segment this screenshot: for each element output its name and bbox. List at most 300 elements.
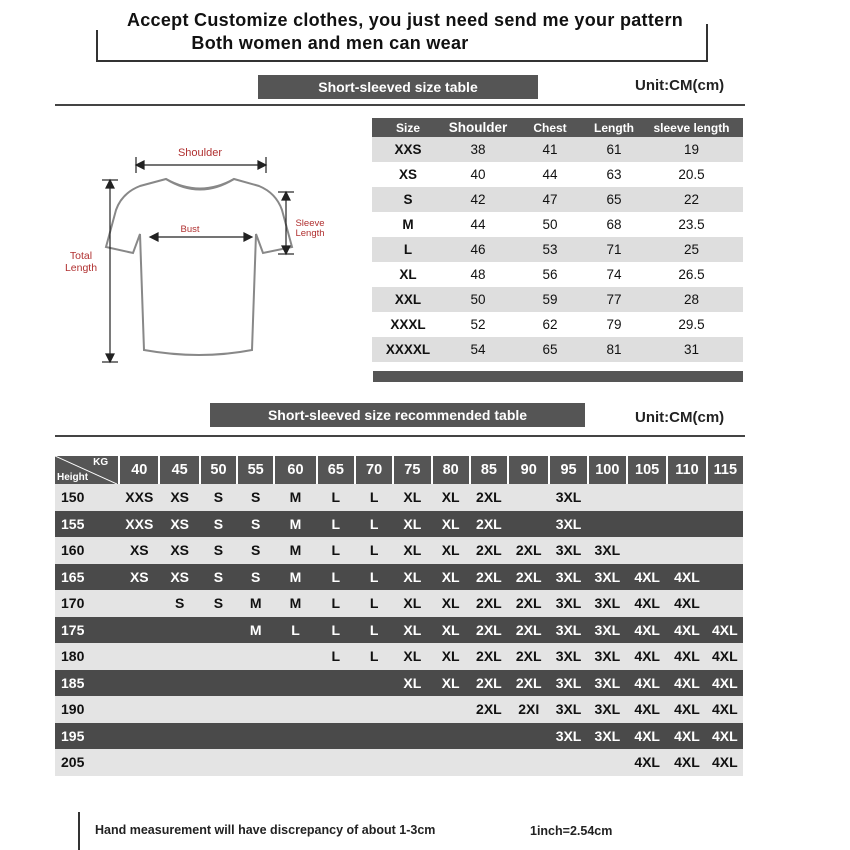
- rec-size-cell: [237, 723, 274, 750]
- size-cell-size: XXS: [372, 137, 444, 162]
- rec-size-cell: [159, 643, 199, 670]
- rec-size-cell: 3XL: [549, 617, 587, 644]
- rec-size-cell: XL: [393, 537, 431, 564]
- rec-size-cell: [508, 723, 549, 750]
- rec-size-cell: [237, 670, 274, 697]
- rec-weight-header: 65: [317, 456, 355, 484]
- rec-size-cell: [707, 537, 743, 564]
- rec-size-cell: L: [317, 484, 355, 511]
- rec-height-cell: 170: [55, 590, 119, 617]
- rec-size-cell: [627, 484, 667, 511]
- rec-table-row: [55, 723, 743, 750]
- rec-height-cell: 165: [55, 564, 119, 591]
- rec-weight-header: 70: [355, 456, 393, 484]
- rec-size-cell: XS: [119, 537, 159, 564]
- rec-size-cell: 4XL: [627, 617, 667, 644]
- rec-size-cell: L: [274, 617, 316, 644]
- rec-size-cell: [237, 696, 274, 723]
- rec-size-cell: [200, 696, 237, 723]
- rec-size-cell: 3XL: [588, 537, 627, 564]
- rec-size-cell: XS: [159, 511, 199, 538]
- rec-size-cell: M: [274, 537, 316, 564]
- size-cell-size: S: [372, 187, 444, 212]
- rec-size-cell: L: [317, 511, 355, 538]
- size-cell-value: 38: [444, 137, 512, 162]
- rec-size-cell: [274, 749, 316, 776]
- size-cell-value: 44: [470, 217, 486, 232]
- rec-size-cell: [274, 696, 316, 723]
- rec-size-cell: S: [200, 484, 237, 511]
- rec-size-cell: [432, 696, 470, 723]
- size-cell-value: 46: [444, 237, 512, 262]
- size-cell-size: XS: [398, 167, 417, 182]
- size-cell-value: 19: [640, 137, 743, 162]
- size-cell-value: 50: [542, 217, 558, 232]
- rec-size-cell: 3XL: [549, 670, 587, 697]
- rec-size-cell: [393, 749, 431, 776]
- size-cell-size: XL: [399, 267, 417, 282]
- rec-size-cell: M: [237, 617, 274, 644]
- header-title: Accept Customize clothes, you just need send me your pattern: [126, 10, 684, 30]
- rec-table-row: [55, 749, 743, 776]
- rec-size-cell: 3XL: [549, 696, 587, 723]
- rec-size-cell: [393, 696, 431, 723]
- rec-size-cell: [707, 484, 743, 511]
- size-table-header: [372, 118, 743, 137]
- rec-size-cell: S: [200, 564, 237, 591]
- size-table-row: [372, 212, 743, 237]
- rec-size-cell: 2XL: [470, 643, 508, 670]
- rec-size-cell: [707, 511, 743, 538]
- rec-size-cell: 2XI: [508, 696, 549, 723]
- rec-weight-header: 115: [707, 456, 743, 484]
- rec-size-cell: XL: [393, 590, 431, 617]
- rec-size-cell: 4XL: [667, 643, 706, 670]
- rec-size-cell: XS: [119, 564, 159, 591]
- rec-height-cell: 160: [55, 537, 119, 564]
- tshirt-outline: [106, 179, 292, 355]
- size-table-row: [372, 312, 743, 337]
- rec-size-cell: 4XL: [627, 749, 667, 776]
- rec-size-cell: [274, 670, 316, 697]
- corner-kg-label: KG: [93, 457, 109, 468]
- rec-size-cell: XL: [432, 670, 470, 697]
- rec-size-cell: [508, 749, 549, 776]
- rec-section-divider: [55, 435, 745, 437]
- rec-size-cell: 3XL: [549, 590, 587, 617]
- rec-size-cell: 3XL: [588, 643, 627, 670]
- rec-size-cell: L: [355, 564, 393, 591]
- rec-weight-header: 80: [432, 456, 470, 484]
- rec-size-cell: [432, 723, 470, 750]
- rec-size-cell: L: [317, 590, 355, 617]
- size-cell-value: 20.5: [678, 167, 705, 182]
- rec-size-cell: 4XL: [627, 723, 667, 750]
- rec-size-cell: XS: [159, 537, 199, 564]
- rec-table-header: [55, 456, 743, 484]
- rec-weight-header: 75: [393, 456, 431, 484]
- rec-weight-header: 95: [549, 456, 587, 484]
- size-cell-size: L: [372, 237, 444, 262]
- size-cell-value: 47: [512, 187, 588, 212]
- rec-size-cell: [317, 723, 355, 750]
- rec-size-cell: [470, 749, 508, 776]
- rec-size-cell: L: [355, 537, 393, 564]
- rec-size-cell: 2XL: [508, 643, 549, 670]
- header-bracket-bottom: [96, 60, 708, 62]
- rec-weight-header: 40: [119, 456, 159, 484]
- size-cell-value: 25: [640, 237, 743, 262]
- size-cell-value: 71: [588, 237, 640, 262]
- size-header-chest: Chest: [512, 118, 588, 137]
- rec-table-row: [55, 484, 743, 511]
- rec-height-cell: 150: [55, 484, 119, 511]
- rec-size-cell: 3XL: [549, 643, 587, 670]
- total-length-label-line2: Length: [64, 262, 98, 274]
- rec-size-cell: 3XL: [588, 723, 627, 750]
- rec-size-cell: 3XL: [549, 511, 587, 538]
- rec-size-cell: [119, 749, 159, 776]
- rec-size-cell: S: [200, 590, 237, 617]
- rec-section-title: Short-sleeved size recommended table: [210, 403, 585, 427]
- size-cell-value: 44: [542, 167, 558, 182]
- rec-size-cell: 2XL: [508, 537, 549, 564]
- rec-size-cell: [588, 484, 627, 511]
- rec-size-cell: [200, 670, 237, 697]
- rec-size-cell: XL: [393, 511, 431, 538]
- rec-size-cell: XL: [393, 643, 431, 670]
- size-cell-value: 40: [470, 167, 486, 182]
- rec-size-cell: XL: [432, 537, 470, 564]
- size-table-row: [372, 137, 743, 162]
- rec-weight-header: 110: [667, 456, 706, 484]
- rec-weight-header: 50: [200, 456, 237, 484]
- rec-size-cell: 4XL: [707, 749, 743, 776]
- rec-size-cell: 2XL: [508, 564, 549, 591]
- rec-size-cell: L: [317, 537, 355, 564]
- size-cell-value: 22: [640, 187, 743, 212]
- rec-table-row: [55, 590, 743, 617]
- rec-size-cell: [274, 643, 316, 670]
- rec-size-cell: [627, 537, 667, 564]
- rec-size-cell: [355, 723, 393, 750]
- rec-size-cell: L: [317, 643, 355, 670]
- rec-size-cell: 2XL: [470, 696, 508, 723]
- rec-height-cell: 155: [55, 511, 119, 538]
- rec-size-cell: L: [355, 590, 393, 617]
- rec-size-cell: [237, 643, 274, 670]
- rec-size-cell: 4XL: [627, 564, 667, 591]
- rec-size-cell: [588, 749, 627, 776]
- rec-size-cell: L: [355, 511, 393, 538]
- rec-size-cell: [588, 511, 627, 538]
- size-table-row: [372, 162, 743, 187]
- tshirt-diagram: [60, 140, 370, 380]
- size-cell-value: 61: [588, 137, 640, 162]
- rec-size-cell: 2XL: [470, 617, 508, 644]
- size-section-divider: [55, 104, 745, 106]
- rec-height-cell: 175: [55, 617, 119, 644]
- size-cell-size: XXXL: [390, 317, 426, 332]
- footer-vertical-line: [78, 812, 80, 850]
- rec-size-cell: 3XL: [588, 670, 627, 697]
- total-length-arrow: [102, 180, 118, 362]
- size-cell-value: 77: [588, 287, 640, 312]
- rec-size-cell: [200, 723, 237, 750]
- rec-size-cell: 3XL: [588, 590, 627, 617]
- rec-weight-header: 55: [237, 456, 274, 484]
- rec-size-cell: 4XL: [667, 696, 706, 723]
- size-cell-value: 48: [470, 267, 486, 282]
- rec-size-cell: 4XL: [627, 590, 667, 617]
- rec-size-cell: [159, 749, 199, 776]
- rec-height-cell: 195: [55, 723, 119, 750]
- rec-size-cell: 4XL: [667, 617, 706, 644]
- size-cell-size: XXL: [372, 287, 444, 312]
- rec-table-row: [55, 696, 743, 723]
- rec-table-row: [55, 643, 743, 670]
- rec-section-unit: Unit:CM(cm): [635, 409, 725, 426]
- rec-size-cell: XL: [432, 590, 470, 617]
- rec-size-cell: 2XL: [470, 484, 508, 511]
- size-table: [372, 118, 743, 362]
- footer-note: Hand measurement will have discrepancy of about 1-3cm: [95, 823, 436, 837]
- rec-size-cell: [159, 723, 199, 750]
- size-cell-value: 41: [512, 137, 588, 162]
- size-cell-value: 59: [512, 287, 588, 312]
- size-table-row: [372, 287, 743, 312]
- size-table-row: [372, 337, 743, 362]
- size-cell-value: 65: [512, 337, 588, 362]
- rec-table: [55, 456, 743, 776]
- sleeve-label-line1: Sleeve: [295, 218, 325, 229]
- size-cell-value: 56: [542, 267, 558, 282]
- rec-size-cell: L: [355, 484, 393, 511]
- rec-size-cell: 4XL: [707, 617, 743, 644]
- rec-size-cell: XL: [393, 484, 431, 511]
- rec-size-cell: [119, 617, 159, 644]
- rec-size-cell: S: [159, 590, 199, 617]
- rec-table-row: [55, 670, 743, 697]
- size-cell-value: 31: [640, 337, 743, 362]
- rec-size-cell: S: [237, 564, 274, 591]
- rec-size-cell: 4XL: [707, 723, 743, 750]
- rec-size-cell: [237, 749, 274, 776]
- rec-size-cell: S: [237, 511, 274, 538]
- rec-size-cell: [317, 749, 355, 776]
- rec-table-row: [55, 511, 743, 538]
- size-cell-value: 54: [444, 337, 512, 362]
- size-section-title: Short-sleeved size table: [258, 75, 538, 99]
- rec-weight-header: 85: [470, 456, 508, 484]
- rec-size-cell: 4XL: [707, 696, 743, 723]
- size-cell-value: 52: [470, 317, 486, 332]
- size-header-shoulder: Shoulder: [444, 118, 512, 137]
- rec-size-cell: [549, 749, 587, 776]
- rec-size-cell: 4XL: [667, 590, 706, 617]
- size-cell-value: 53: [512, 237, 588, 262]
- rec-size-cell: 4XL: [627, 643, 667, 670]
- size-cell-value: 62: [542, 317, 558, 332]
- size-cell-value: 68: [606, 217, 622, 232]
- size-header-size: Size: [372, 118, 444, 137]
- rec-table-row: [55, 537, 743, 564]
- rec-size-cell: [200, 617, 237, 644]
- rec-weight-header: 105: [627, 456, 667, 484]
- rec-table-row: [55, 617, 743, 644]
- rec-size-cell: S: [200, 511, 237, 538]
- rec-size-cell: [355, 696, 393, 723]
- bust-label: Bust: [180, 224, 200, 235]
- rec-weight-header: 90: [508, 456, 549, 484]
- rec-weight-header: 60: [274, 456, 316, 484]
- footer-conversion: 1inch=2.54cm: [530, 824, 613, 838]
- rec-size-cell: XL: [432, 564, 470, 591]
- rec-size-cell: [119, 590, 159, 617]
- rec-size-cell: M: [274, 484, 316, 511]
- rec-size-cell: M: [237, 590, 274, 617]
- header-subtitle: Both women and men can wear: [191, 33, 469, 53]
- size-cell-value: 81: [588, 337, 640, 362]
- rec-size-cell: 2XL: [508, 670, 549, 697]
- size-header-sleeve: sleeve length: [640, 118, 743, 137]
- size-cell-value: 74: [606, 267, 622, 282]
- size-cell-value: 65: [588, 187, 640, 212]
- rec-height-cell: 180: [55, 643, 119, 670]
- rec-size-cell: 4XL: [667, 723, 706, 750]
- rec-size-cell: L: [317, 564, 355, 591]
- header-bracket-right: [706, 24, 708, 62]
- rec-size-cell: 3XL: [588, 564, 627, 591]
- rec-weight-header: 45: [159, 456, 199, 484]
- rec-size-cell: [707, 590, 743, 617]
- rec-size-cell: XL: [393, 617, 431, 644]
- rec-size-cell: 3XL: [549, 564, 587, 591]
- sleeve-label-line2: Length: [295, 228, 325, 239]
- rec-size-cell: [707, 564, 743, 591]
- rec-size-cell: 3XL: [549, 484, 587, 511]
- rec-size-cell: M: [274, 590, 316, 617]
- rec-size-cell: [627, 511, 667, 538]
- rec-size-cell: XXS: [119, 484, 159, 511]
- size-cell-value: 42: [444, 187, 512, 212]
- rec-size-cell: [393, 723, 431, 750]
- rec-size-cell: XL: [432, 643, 470, 670]
- rec-size-cell: S: [237, 484, 274, 511]
- rec-corner-cell: [55, 456, 119, 484]
- rec-height-cell: 185: [55, 670, 119, 697]
- rec-size-cell: [508, 511, 549, 538]
- rec-size-cell: XL: [432, 511, 470, 538]
- size-table-row: [372, 262, 743, 287]
- size-cell-size: XXXXL: [372, 337, 444, 362]
- rec-size-cell: 2XL: [470, 670, 508, 697]
- rec-size-cell: [159, 617, 199, 644]
- rec-size-cell: XL: [432, 484, 470, 511]
- rec-size-cell: XL: [393, 670, 431, 697]
- size-header-length: Length: [588, 118, 640, 137]
- rec-size-cell: S: [237, 537, 274, 564]
- rec-height-cell: 205: [55, 749, 119, 776]
- rec-size-cell: 2XL: [508, 617, 549, 644]
- rec-size-cell: 3XL: [549, 723, 587, 750]
- rec-size-cell: [432, 749, 470, 776]
- header-bracket-left: [96, 30, 98, 62]
- size-cell-value: 29.5: [678, 317, 705, 332]
- size-section-unit: Unit:CM(cm): [635, 77, 725, 94]
- rec-size-cell: XXS: [119, 511, 159, 538]
- rec-size-cell: L: [355, 617, 393, 644]
- rec-size-cell: 2XL: [508, 590, 549, 617]
- total-length-label-line1: Total: [69, 250, 93, 262]
- rec-size-cell: M: [274, 511, 316, 538]
- rec-size-cell: [667, 511, 706, 538]
- size-cell-size: M: [402, 217, 414, 232]
- size-table-footer-bar: [373, 371, 743, 382]
- rec-size-cell: 4XL: [707, 670, 743, 697]
- rec-table-row: [55, 564, 743, 591]
- size-cell-value: 50: [444, 287, 512, 312]
- rec-size-cell: 2XL: [470, 564, 508, 591]
- rec-size-cell: 3XL: [588, 617, 627, 644]
- rec-size-cell: [200, 643, 237, 670]
- rec-size-cell: XL: [393, 564, 431, 591]
- rec-size-cell: [667, 484, 706, 511]
- rec-size-cell: 4XL: [667, 749, 706, 776]
- shoulder-arrow: [136, 157, 266, 173]
- rec-height-cell: 190: [55, 696, 119, 723]
- rec-size-cell: [200, 749, 237, 776]
- rec-size-cell: M: [274, 564, 316, 591]
- rec-size-cell: XL: [432, 617, 470, 644]
- rec-size-cell: [470, 723, 508, 750]
- rec-size-cell: 3XL: [549, 537, 587, 564]
- corner-height-label: Height: [57, 472, 89, 483]
- rec-size-cell: [355, 670, 393, 697]
- size-cell-value: 79: [606, 317, 622, 332]
- rec-size-cell: [667, 537, 706, 564]
- rec-size-cell: L: [355, 643, 393, 670]
- rec-size-cell: 2XL: [470, 537, 508, 564]
- size-cell-value: 23.5: [678, 217, 705, 232]
- rec-size-cell: [317, 696, 355, 723]
- size-cell-value: 28: [640, 287, 743, 312]
- rec-size-cell: 4XL: [667, 670, 706, 697]
- shoulder-label: Shoulder: [177, 147, 223, 159]
- rec-size-cell: 2XL: [470, 590, 508, 617]
- rec-size-cell: S: [200, 537, 237, 564]
- rec-size-cell: [355, 749, 393, 776]
- rec-size-cell: 2XL: [470, 511, 508, 538]
- rec-size-cell: 4XL: [667, 564, 706, 591]
- rec-size-cell: XS: [159, 564, 199, 591]
- rec-weight-header: 100: [588, 456, 627, 484]
- rec-size-cell: [159, 670, 199, 697]
- rec-size-cell: 4XL: [707, 643, 743, 670]
- rec-size-cell: 4XL: [627, 670, 667, 697]
- rec-size-cell: [119, 696, 159, 723]
- size-table-row: [372, 187, 743, 212]
- rec-size-cell: [119, 670, 159, 697]
- rec-size-cell: [119, 723, 159, 750]
- rec-size-cell: XS: [159, 484, 199, 511]
- size-cell-value: 63: [606, 167, 622, 182]
- rec-size-cell: 4XL: [627, 696, 667, 723]
- rec-size-cell: [119, 643, 159, 670]
- rec-size-cell: [317, 670, 355, 697]
- rec-size-cell: [159, 696, 199, 723]
- size-cell-value: 26.5: [678, 267, 705, 282]
